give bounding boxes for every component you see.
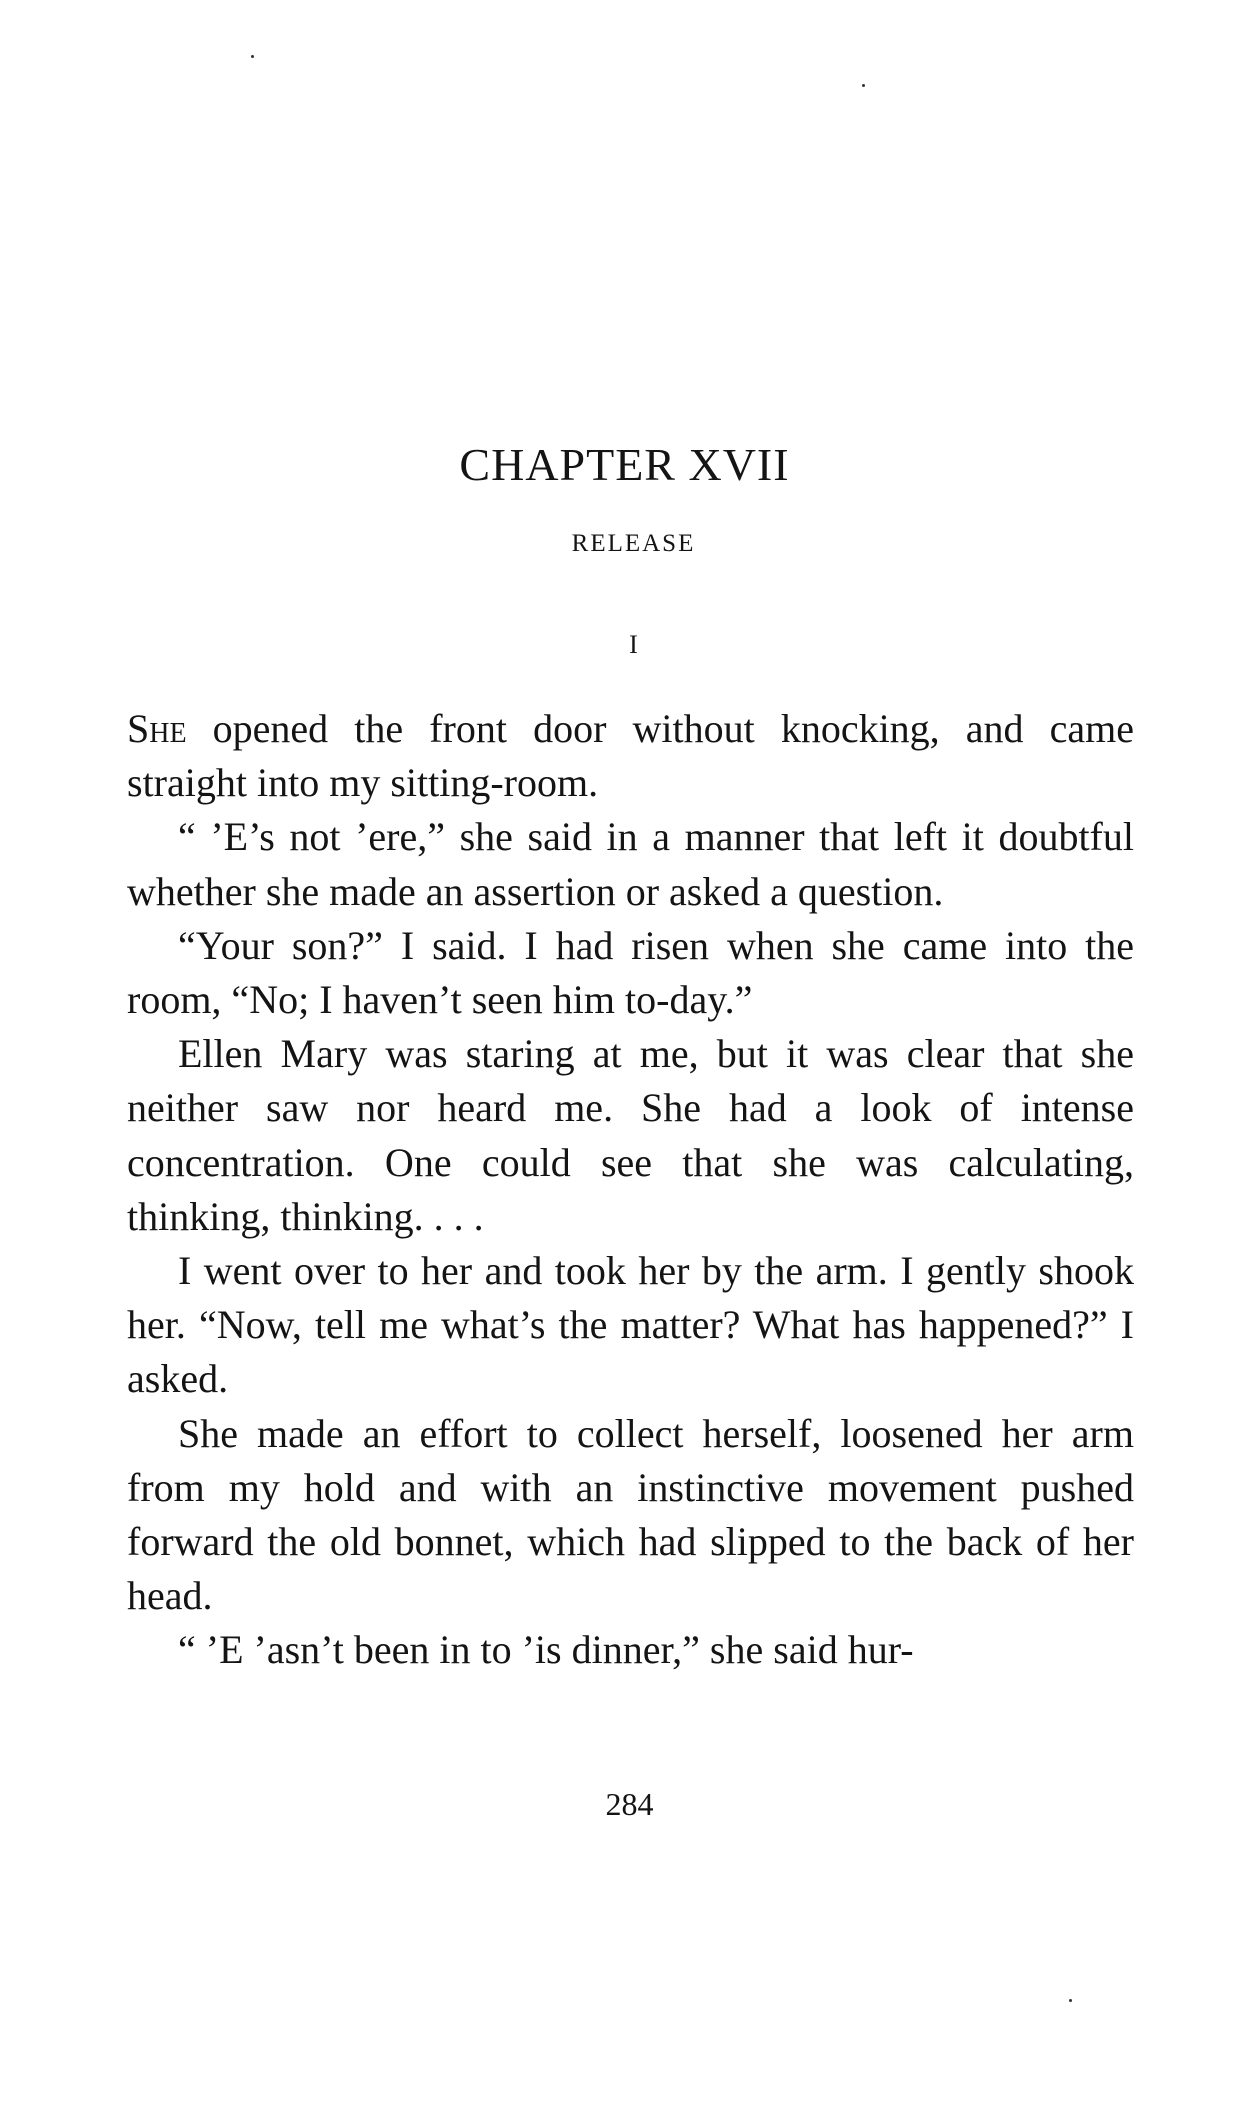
chapter-subtitle: RELEASE (571, 530, 696, 557)
paragraph: Ellen Mary was staring at me, but it was clear that she neither saw nor heard me. She had a look of intense concentration. One could see that she was calculating, thinking, thinking. . . . (127, 1031, 1134, 1239)
body-text (127, 702, 1134, 1678)
paragraph: “ ’E ’asn’t been in to ’is dinner,” she said hur- (178, 1627, 914, 1673)
paragraph: “Your son?” I said. I had risen when she came into the room, “No; I haven’t seen him to-day.” (127, 922, 1134, 1023)
scan-speck (1069, 1999, 1072, 2002)
paragraph: I went over to her and took her by the arm. I gently shook her. “Now, tell me what’s the matter? What has happened?” I asked. (127, 1248, 1134, 1402)
page-number: 284 (605, 1786, 654, 1822)
paragraph: “ ’E’s not ’ere,” she said in a manner that left it doubtful whether she made an assertion or asked a question. (127, 814, 1134, 914)
paragraph: She made an effort to collect herself, loosened her arm from my hold and with an instinctive movement pushed forward the old bonnet, which had slipped to the back of her head. (127, 1410, 1134, 1619)
scan-speck (862, 84, 865, 87)
paragraph (127, 702, 1134, 810)
paragraph-lead-word: She (127, 706, 187, 751)
chapter-title: CHAPTER XVII (459, 439, 790, 490)
paragraph-text: opened the front door without knocking, and came straight into my sitting-room. (127, 706, 1134, 806)
section-number: I (629, 630, 638, 659)
scan-speck (251, 55, 254, 58)
